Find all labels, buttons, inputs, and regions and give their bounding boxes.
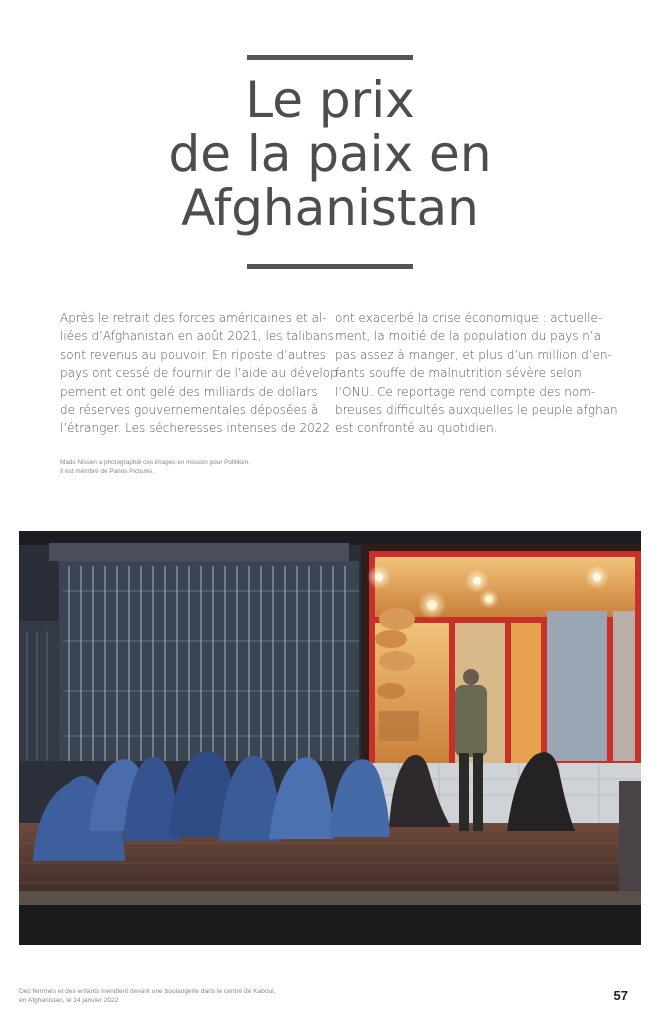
caption-line: en Afghanistan, le 14 janvier 2022 (19, 997, 119, 1005)
page-number: 57 (613, 988, 628, 1003)
photo-credit (60, 458, 250, 476)
article-title (120, 73, 540, 235)
intro-line: fants souffe de malnutrition sévère selon (335, 366, 582, 381)
intro-line: Après le retrait des forces américaines et al- (60, 311, 327, 325)
intro-line: l’ONU. Ce reportage rend compte des nom- (335, 384, 596, 399)
intro-line: l’étranger. Les sécheresses intenses de 2022 (60, 421, 331, 436)
caption-line: Des femmes et des enfants mendient devant une boulangerie dans le centre de Kaboul, (19, 988, 276, 995)
title-line: Afghanistan (181, 179, 479, 237)
intro-line: pement et ont gelé des milliards de dollars (60, 384, 318, 399)
intro-line: pas assez à manger, et plus d’un million d’en- (335, 347, 612, 362)
intro-line: est confronté au quotidien. (335, 421, 498, 436)
intro-line: breuses difficultés auxquelles le peuple afghan (335, 403, 618, 418)
intro-line: liées d’Afghanistan en août 2021, les talibans (60, 329, 334, 344)
women-and-children-outside-bakery-photo (19, 531, 641, 945)
intro-line: pays ont cessé de fournir de l’aide au dévelop- (60, 366, 343, 381)
credit-line: Mads Nissen a photographié ces images en mission pour Politiken. (60, 459, 251, 466)
title-line: Le prix (245, 71, 415, 129)
intro-line: ment, la moitié de la population du pays n’a (335, 329, 602, 344)
photo-caption (19, 987, 276, 1006)
intro-column-right (335, 309, 618, 438)
title-bottom-rule (247, 264, 413, 269)
intro-column-left (60, 309, 343, 438)
title-top-rule (247, 55, 413, 60)
photo-illustration (19, 531, 641, 945)
title-line: de la paix en (168, 125, 492, 183)
intro-line: ont exacerbé la crise économique : actuelle- (335, 311, 603, 325)
intro-line: de réserves gouvernementales déposées à (60, 403, 319, 418)
credit-line: Il est membre de Panos Pictures. (60, 468, 155, 475)
intro-line: sont revenus au pouvoir. En riposte d’autres (60, 347, 326, 362)
